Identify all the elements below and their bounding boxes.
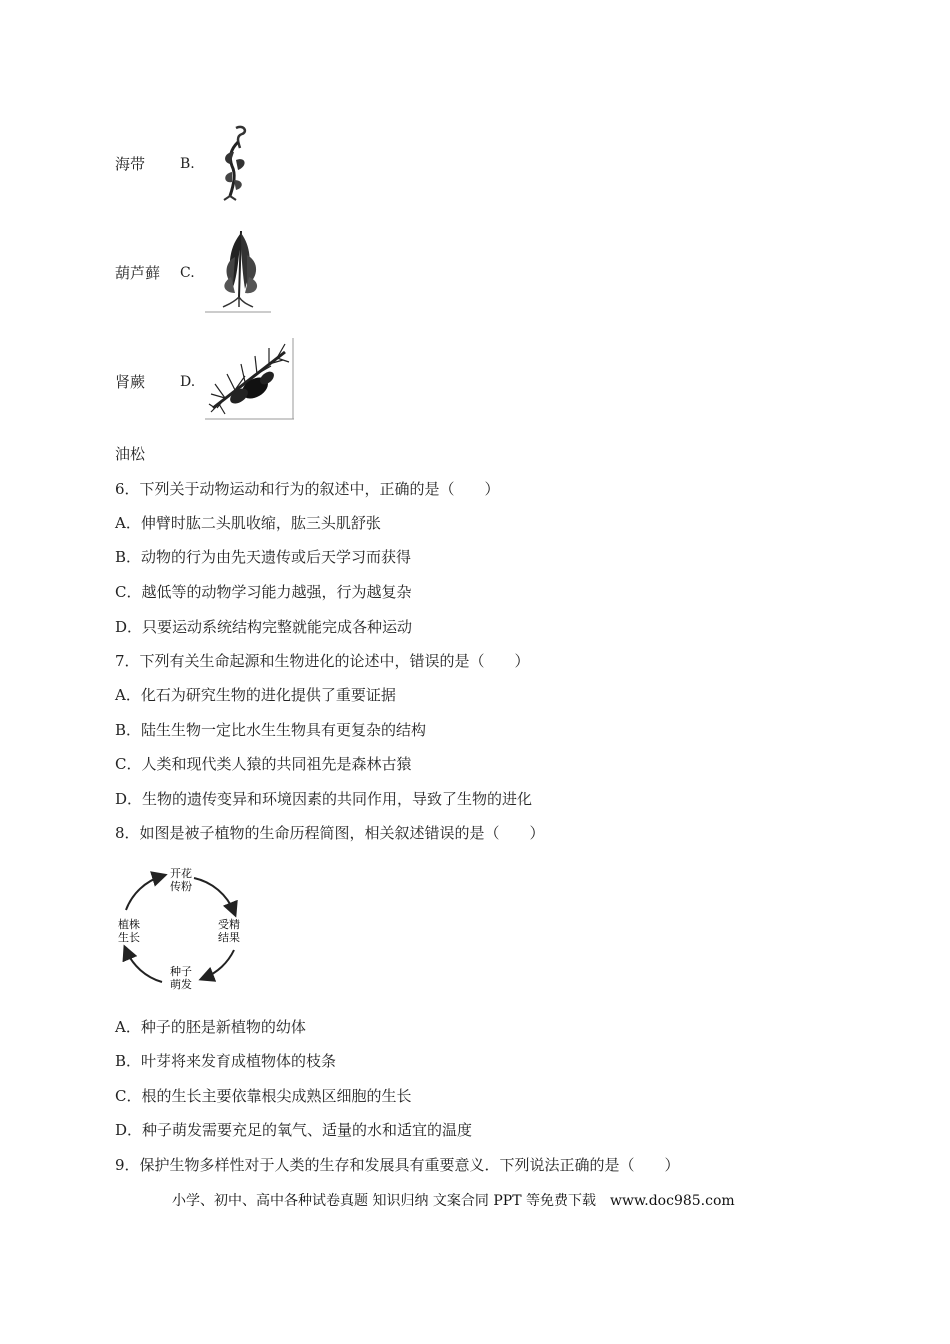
q8-option-d: D．种子萌发需要充足的氧气、适量的水和适宜的温度 <box>115 1121 473 1139</box>
q8-option-c: C．根的生长主要依靠根尖成熟区细胞的生长 <box>115 1087 412 1105</box>
life-cycle-diagram <box>110 862 250 996</box>
option-letter-d: D. <box>180 374 196 390</box>
option-label-hulu-moss: 葫芦藓 <box>115 264 161 282</box>
node-bottom-line1: 种子 <box>170 965 192 978</box>
q7-stem: 7．下列有关生命起源和生物进化的论述中，错误的是（ ） <box>115 652 530 670</box>
node-top-line1: 开花 <box>170 867 192 880</box>
arrow-right-bottom <box>204 950 234 978</box>
option-label-haidai: 海带 <box>115 155 146 173</box>
q6-option-a: A．伸臂时肱二头肌收缩，肱三头肌舒张 <box>115 514 381 532</box>
node-left-line2: 生长 <box>118 931 140 944</box>
option-letter-c: C. <box>180 265 195 281</box>
q7-option-d: D．生物的遗传变异和环境因素的共同作用，导致了生物的进化 <box>115 790 533 808</box>
q7-option-b: B．陆生生物一定比水生生物具有更复杂的结构 <box>115 721 427 739</box>
q6-option-c: C．越低等的动物学习能力越强，行为越复杂 <box>115 583 412 601</box>
arrow-bottom-left <box>126 950 162 982</box>
q7-option-a: A．化石为研究生物的进化提供了重要证据 <box>115 686 396 704</box>
option-letter-b: B. <box>180 156 195 172</box>
node-top-line2: 传粉 <box>170 880 192 893</box>
node-bottom-line2: 萌发 <box>170 978 192 991</box>
node-right-line2: 结果 <box>218 931 240 944</box>
q6-option-b: B．动物的行为由先天遗传或后天学习而获得 <box>115 548 412 566</box>
moss-image <box>205 227 271 313</box>
option-label-fern: 肾蕨 <box>115 373 146 391</box>
option-label-pine: 油松 <box>115 445 146 463</box>
q6-stem: 6．下列关于动物运动和行为的叙述中，正确的是（ ） <box>115 480 500 498</box>
node-left-line1: 植株 <box>118 918 140 931</box>
q8-option-b: B．叶芽将来发育成植物体的枝条 <box>115 1052 337 1070</box>
page-footer: 小学、初中、高中各种试卷真题 知识归纳 文案合同 PPT 等免费下载 www.doc985.com <box>172 1193 735 1209</box>
arrow-top-right <box>194 878 234 912</box>
q8-option-a: A．种子的胚是新植物的幼体 <box>115 1018 306 1036</box>
node-right-line1: 受精 <box>218 918 240 931</box>
pine-image <box>205 338 294 420</box>
q9-stem: 9．保护生物多样性对于人类的生存和发展具有重要意义．下列说法正确的是（ ） <box>115 1156 680 1174</box>
kelp-image <box>214 122 254 202</box>
q7-option-c: C．人类和现代类人猿的共同祖先是森林古猿 <box>115 755 412 773</box>
q8-stem: 8．如图是被子植物的生命历程简图，相关叙述错误的是（ ） <box>115 824 545 842</box>
arrow-left-top <box>126 876 162 910</box>
q6-option-d: D．只要运动系统结构完整就能完成各种运动 <box>115 618 413 636</box>
